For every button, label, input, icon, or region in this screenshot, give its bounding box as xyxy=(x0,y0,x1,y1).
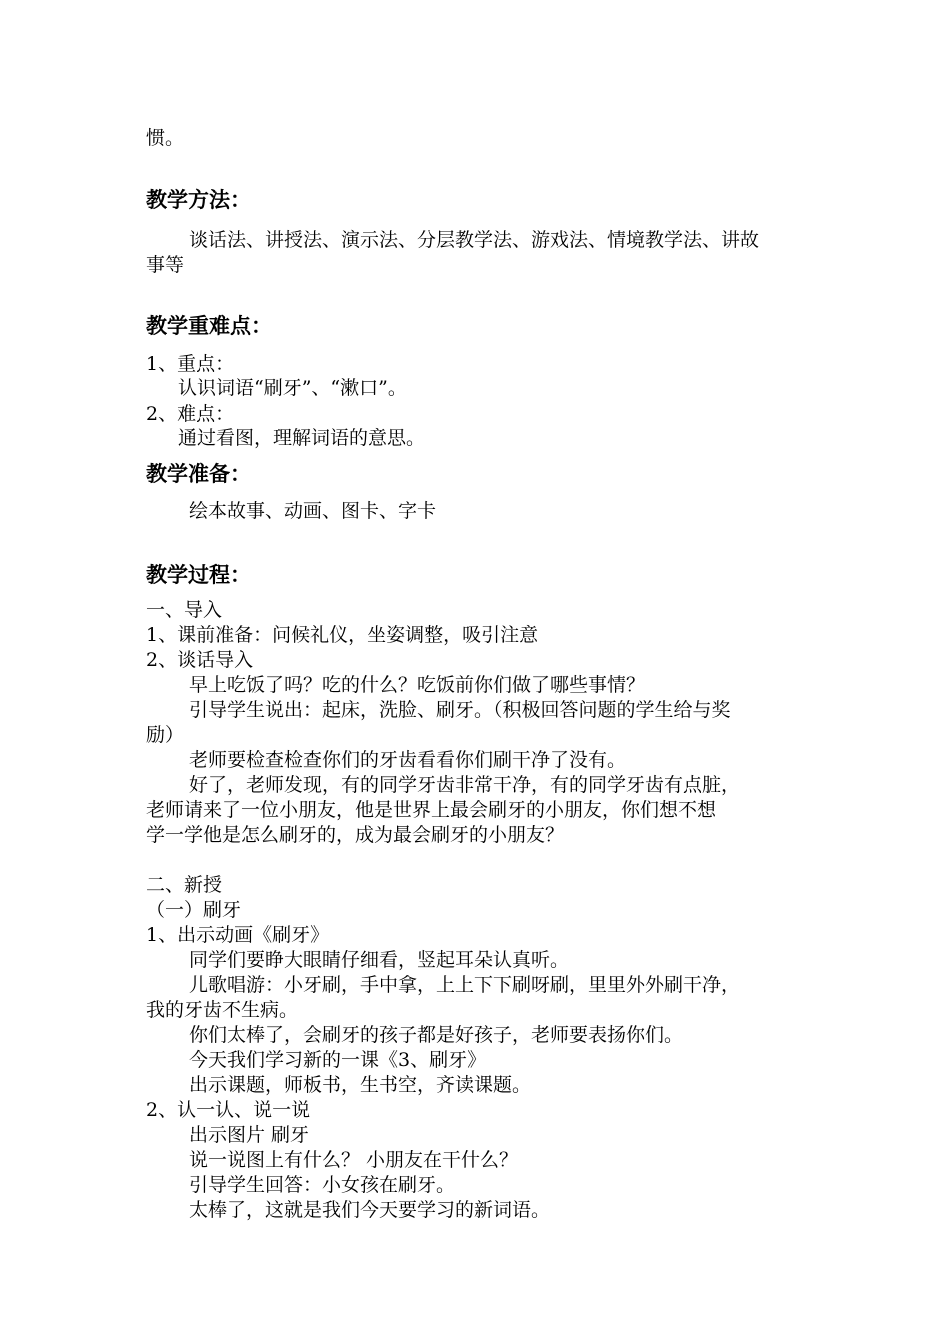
key-point-text: 认识词语“刷牙”、“漱口”。 xyxy=(178,377,407,399)
process-line: 1、课前准备：问候礼仪，坐姿调整，吸引注意 xyxy=(146,624,539,646)
process-line: 2、谈话导入 xyxy=(146,649,254,671)
heading-key-difficult-points: 教学重难点： xyxy=(146,314,272,338)
key-point-label: 1、重点： xyxy=(146,353,235,375)
process-line: 1、出示动画《刷牙》 xyxy=(146,924,330,946)
subsection-brushing: （一）刷牙 xyxy=(146,899,242,921)
heading-teaching-process: 教学过程： xyxy=(146,563,251,587)
process-line: 同学们要睁大眼睛仔细看，竖起耳朵认真听。 xyxy=(189,949,570,971)
process-line: 你们太棒了，会刷牙的孩子都是好孩子，老师要表扬你们。 xyxy=(189,1024,684,1046)
heading-teaching-method: 教学方法： xyxy=(146,188,251,212)
process-line: 2、认一认、说一说 xyxy=(146,1099,311,1121)
process-line: 出示课题，师板书，生书空，齐读课题。 xyxy=(189,1074,532,1096)
difficult-point-text: 通过看图，理解词语的意思。 xyxy=(178,427,426,449)
section-new-lesson: 二、新授 xyxy=(146,874,223,896)
difficult-point-label: 2、难点： xyxy=(146,403,235,425)
process-line: 好了，老师发现，有的同学牙齿非常干净，有的同学牙齿有点脏， xyxy=(189,774,741,796)
preparation-text: 绘本故事、动画、图卡、字卡 xyxy=(189,500,437,522)
process-line: 说一说图上有什么？ 小朋友在干什么？ xyxy=(189,1149,519,1171)
process-line: 学一学他是怎么刷牙的，成为最会刷牙的小朋友？ xyxy=(146,824,565,846)
continued-text: 惯。 xyxy=(146,127,185,149)
process-line: 太棒了，这就是我们今天要学习的新词语。 xyxy=(189,1199,551,1221)
process-line: 儿歌唱游：小牙刷，手中拿，上上下下刷呀刷，里里外外刷干净， xyxy=(189,974,741,996)
process-line: 早上吃饭了吗？吃的什么？吃饭前你们做了哪些事情？ xyxy=(189,674,646,696)
process-line: 我的牙齿不生病。 xyxy=(146,999,299,1021)
process-line: 今天我们学习新的一课《3、刷牙》 xyxy=(189,1049,487,1071)
heading-preparation: 教学准备： xyxy=(146,462,251,486)
section-intro: 一、导入 xyxy=(146,599,223,621)
method-text-line: 事等 xyxy=(146,254,185,276)
process-line: 老师请来了一位小朋友，他是世界上最会刷牙的小朋友，你们想不想 xyxy=(146,799,717,821)
method-text-line: 谈话法、讲授法、演示法、分层教学法、游戏法、情境教学法、讲故 xyxy=(189,229,760,251)
process-line: 励） xyxy=(146,724,185,746)
process-line: 引导学生说出：起床，洗脸、刷牙。（积极回答问题的学生给与奖 xyxy=(189,699,731,721)
process-line: 出示图片 刷牙 xyxy=(189,1124,310,1146)
process-line: 引导学生回答：小女孩在刷牙。 xyxy=(189,1174,456,1196)
process-line: 老师要检查检查你们的牙齿看看你们刷干净了没有。 xyxy=(189,749,627,771)
